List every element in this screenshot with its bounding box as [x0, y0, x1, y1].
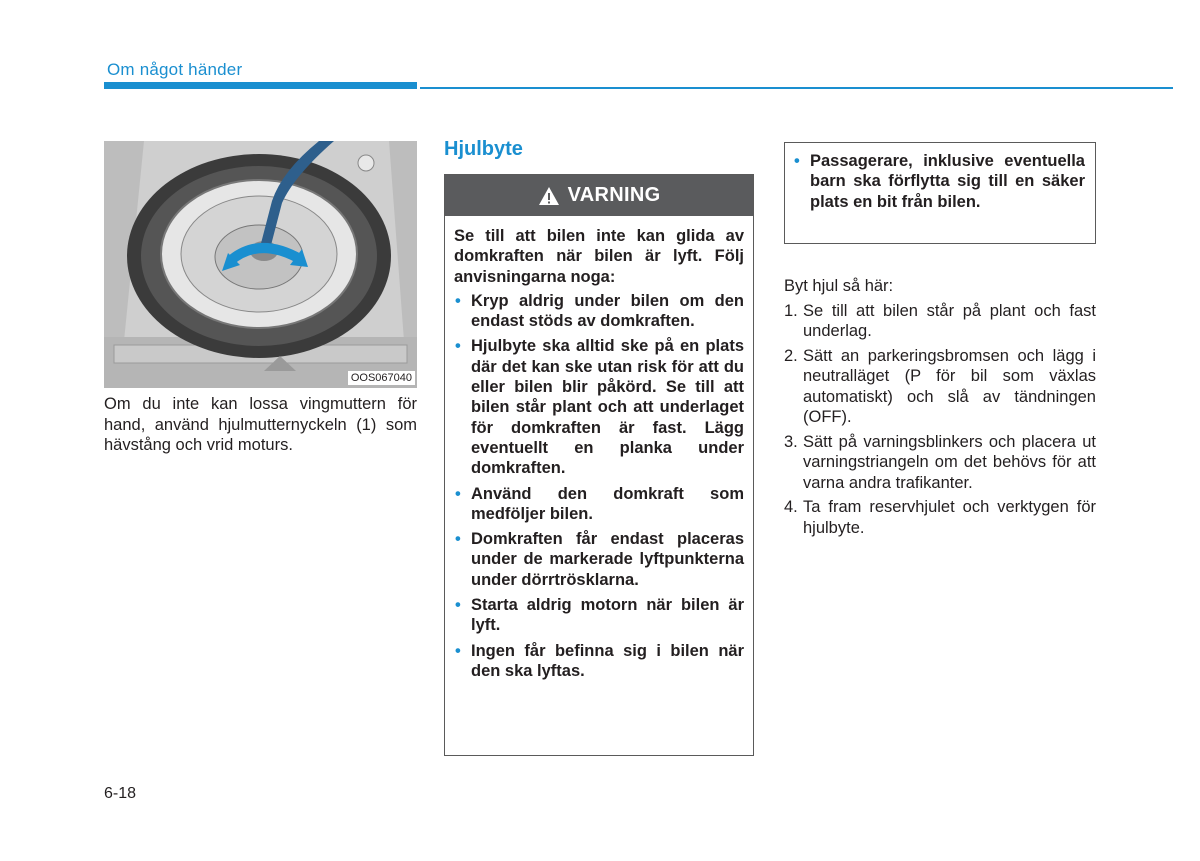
warning-triangle-icon	[538, 186, 560, 206]
procedure-step: 2. Sätt an parkeringsbromsen och lägg i neutralläget (P för bil som växlas automatiskt) och slå av tändningen (OFF).	[784, 346, 1096, 426]
warning-intro: Se till att bilen inte kan glida av domkraften när bilen är lyft. Följ anvisningarna noga:	[454, 227, 744, 286]
page-number: 6-18	[104, 785, 137, 802]
bullet-icon: •	[455, 291, 461, 310]
warning-item: • Starta aldrig motorn när bilen är lyft.	[455, 596, 744, 635]
section-title: Om något händer	[107, 60, 243, 79]
note-box	[784, 142, 1096, 244]
bullet-icon: •	[455, 530, 461, 549]
warning-box	[444, 174, 754, 756]
header-rule-thin	[420, 87, 1173, 89]
bullet-icon: •	[455, 484, 461, 503]
bullet-icon: •	[455, 596, 461, 615]
procedure-step: 3. Sätt på varningsblinkers och placera ut varningstriangeln om det behövs för att varna andra trafikanter.	[784, 432, 1096, 492]
bullet-icon: •	[794, 152, 800, 170]
spare-wheel-illustration	[104, 141, 417, 388]
note-item: • Passagerare, inklusive eventuella barn ska förflytta sig till en säker plats en bit från bilen.	[794, 152, 1085, 211]
procedure	[784, 276, 1096, 542]
heading-hjulbyte: Hjulbyte	[444, 138, 523, 160]
header-rule-thick	[104, 82, 417, 89]
procedure-step: 4. Ta fram reservhjulet och verktygen för hjulbyte.	[784, 498, 1096, 537]
warning-header	[445, 175, 753, 216]
procedure-step: 1. Se till att bilen står på plant och fast underlag.	[784, 301, 1096, 340]
warning-item: • Kryp aldrig under bilen om den endast stöds av domkraften.	[455, 291, 744, 331]
warning-item: • Domkraften får endast placeras under de markerade lyftpunkterna under dörrtrösklarna.	[455, 530, 744, 589]
bullet-icon: •	[455, 337, 461, 356]
procedure-intro: Byt hjul så här:	[784, 277, 894, 295]
warning-item: • Använd den domkraft som medföljer bilen.	[455, 484, 744, 523]
figure-code: OOS067040	[348, 371, 415, 385]
warning-item: • Hjulbyte ska alltid ske på en plats där det kan ske utan risk för att du eller bilen blir påkörd. Se till att bilen står plant och att underlaget för domkraften är fast. Lägg eventuellt en planka under domkraften.	[455, 337, 744, 478]
warning-item: • Ingen får befinna sig i bilen när den ska lyftas.	[455, 641, 744, 680]
figure-caption: Om du inte kan lossa vingmuttern för hand, använd hjulmutternyckeln (1) som hävstång och vrid moturs.	[104, 395, 417, 454]
bullet-icon: •	[455, 641, 461, 660]
warning-title: VARNING	[567, 184, 661, 206]
